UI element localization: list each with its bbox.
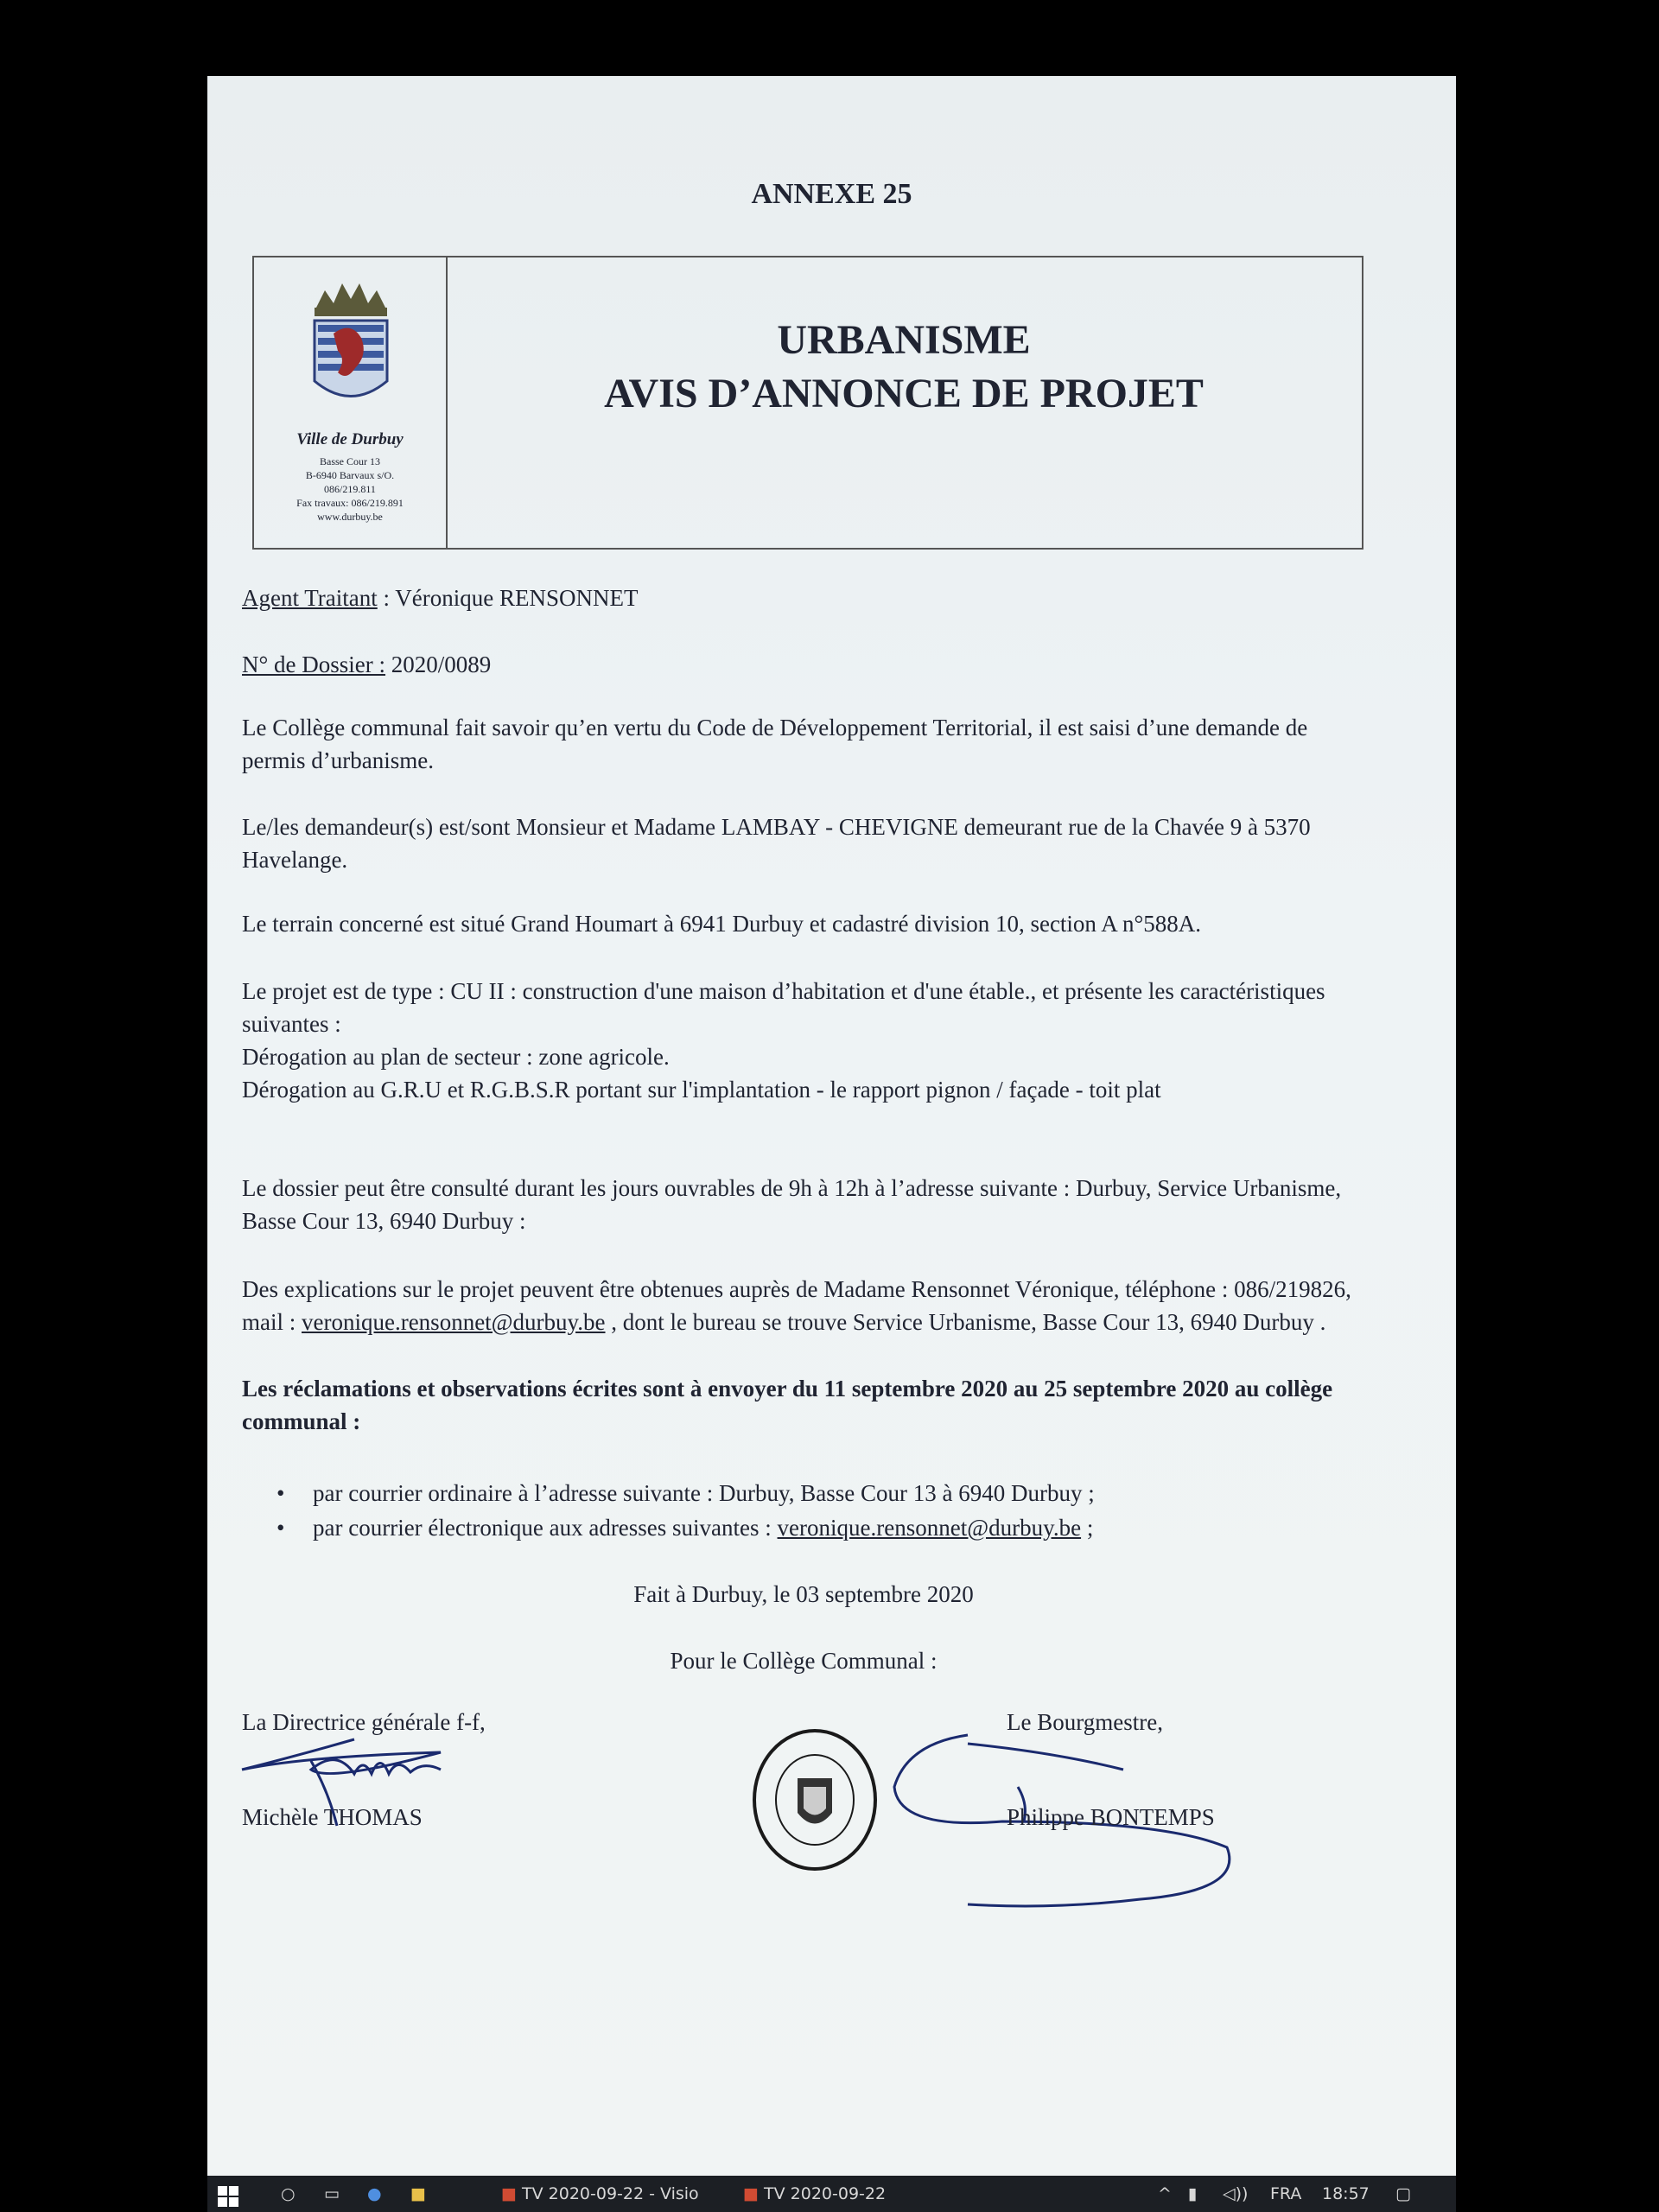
sig-right-title: Le Bourgmestre, [1007,1709,1163,1735]
taskbar-app-visio-label: TV 2020-09-22 - Visio [522,2184,699,2203]
notice-page [207,76,1456,2176]
agent-value: : Véronique RENSONNET [377,585,639,611]
paragraph-land: Le terrain concerné est situé Grand Houmart à 6941 Durbuy et cadastré division 10, section A n°588A. [242,911,1201,937]
folder-icon[interactable]: ■ [410,2184,426,2203]
annexe-heading: ANNEXE 25 [751,178,912,210]
dossier-label: N° de Dossier : [242,652,386,677]
powerpoint-icon: ■ [501,2184,517,2203]
dossier-value: 2020/0089 [385,652,492,677]
signature-block-left [242,1709,486,1830]
task-view-icon[interactable]: ▭ [324,2184,340,2203]
explanations-end: , dont le bureau se trouve Service Urbanisme, Basse Cour 13, 6940 Durbuy . [605,1309,1326,1335]
sig-left-title: La Directrice générale f-f, [242,1709,486,1735]
agent-line [242,582,1365,614]
explanations-text: Des explications sur le projet peuvent être obtenues auprès de Madame Rensonnet Véronique, téléphone : 086/219826, mail : [242,1276,1351,1335]
taskbar [207,2176,1456,2212]
title-urbanisme: URBANISME [777,317,1031,363]
title-cell [446,257,1362,548]
email-link[interactable]: veronique.rensonnet@durbuy.be [302,1309,606,1335]
windows-start-icon[interactable] [218,2186,240,2209]
bullet-list [276,1476,1095,1545]
pour-line: Pour le Collège Communal : [670,1648,938,1674]
taskbar-app-tv[interactable] [743,2184,886,2203]
municipal-logo [254,257,448,548]
header-box [252,256,1363,550]
paragraph-applicants: Le/les demandeur(s) est/sont Monsieur et Madame LAMBAY - CHEVIGNE demeurant rue de la Chavée 9 à 5370 Havelange. [242,814,1311,873]
taskbar-app-visio[interactable] [501,2184,699,2203]
volume-icon[interactable]: ◁)) [1223,2184,1249,2203]
logo-address [254,454,446,524]
bullet-item [276,1476,1095,1510]
dossier-line [242,648,1365,681]
paragraph-explanations [242,1273,1365,1338]
derogation-sector: Dérogation au plan de secteur : zone agricole. [242,1044,670,1070]
bullet-dot: • [276,1480,285,1506]
notification-icon[interactable]: ▢ [1395,2184,1411,2203]
monitor-screen [207,76,1456,2176]
powerpoint-icon: ■ [743,2184,759,2203]
signature-block-right [1007,1709,1266,1830]
logo-address-street: Basse Cour 13 [320,455,380,467]
clock[interactable]: 18:57 [1322,2184,1370,2203]
paragraph-complaints: Les réclamations et observations écrites sont à envoyer du 11 septembre 2020 au 25 septembre 2020 au collège communal : [242,1376,1333,1434]
language-indicator[interactable]: FRA [1270,2184,1302,2203]
bullet-text: par courrier ordinaire à l’adresse suivante : Durbuy, Basse Cour 13 à 6940 Durbuy ; [313,1480,1095,1506]
paragraph-intro: Le Collège communal fait savoir qu’en vertu du Code de Développement Territorial, il est saisi d’une demande de permis d’urbanisme. [242,715,1308,773]
municipal-seal [750,1726,880,1873]
paragraph-consultation: Le dossier peut être consulté durant les jours ouvrables de 9h à 12h à l’adresse suivante : Durbuy, Service Urbanisme, Basse Cour 13, 6940 Durbuy : [242,1175,1342,1234]
paragraph-project: Le projet est de type : CU II : construction d'une maison d’habitation et d'une étable., et présente les caractéristiques suivantes : [242,978,1325,1037]
crest-icon [308,273,394,420]
logo-website: www.durbuy.be [317,511,383,523]
taskbar-app-tv-label: TV 2020-09-22 [764,2184,887,2203]
fait-line: Fait à Durbuy, le 03 septembre 2020 [633,1581,974,1607]
title-avis: AVIS D’ANNONCE DE PROJET [604,371,1204,416]
bullet-dot: • [276,1515,285,1541]
network-icon[interactable]: ▮ [1188,2184,1198,2203]
logo-address-city: B-6940 Barvaux s/O. [305,469,395,481]
bullet-item [276,1510,1095,1545]
agent-label: Agent Traitant [242,585,378,611]
chevron-up-icon[interactable]: ^ [1158,2184,1172,2203]
browser-icon[interactable]: ● [367,2184,382,2203]
logo-phone: 086/219.811 [324,483,376,495]
logo-town-name: Ville de Durbuy [296,430,404,448]
sig-right-name: Philippe BONTEMPS [1007,1804,1215,1830]
email-link[interactable]: veronique.rensonnet@durbuy.be [777,1515,1082,1541]
search-icon[interactable]: ○ [281,2184,296,2203]
bullet-text: par courrier électronique aux adresses suivantes : [313,1515,778,1541]
bullet-end: ; [1081,1515,1094,1541]
sig-left-name: Michèle THOMAS [242,1804,423,1830]
logo-fax: Fax travaux: 086/219.891 [296,497,404,509]
derogation-gru: Dérogation au G.R.U et R.G.B.S.R portant sur l'implantation - le rapport pignon / façade - toit plat [242,1077,1161,1103]
